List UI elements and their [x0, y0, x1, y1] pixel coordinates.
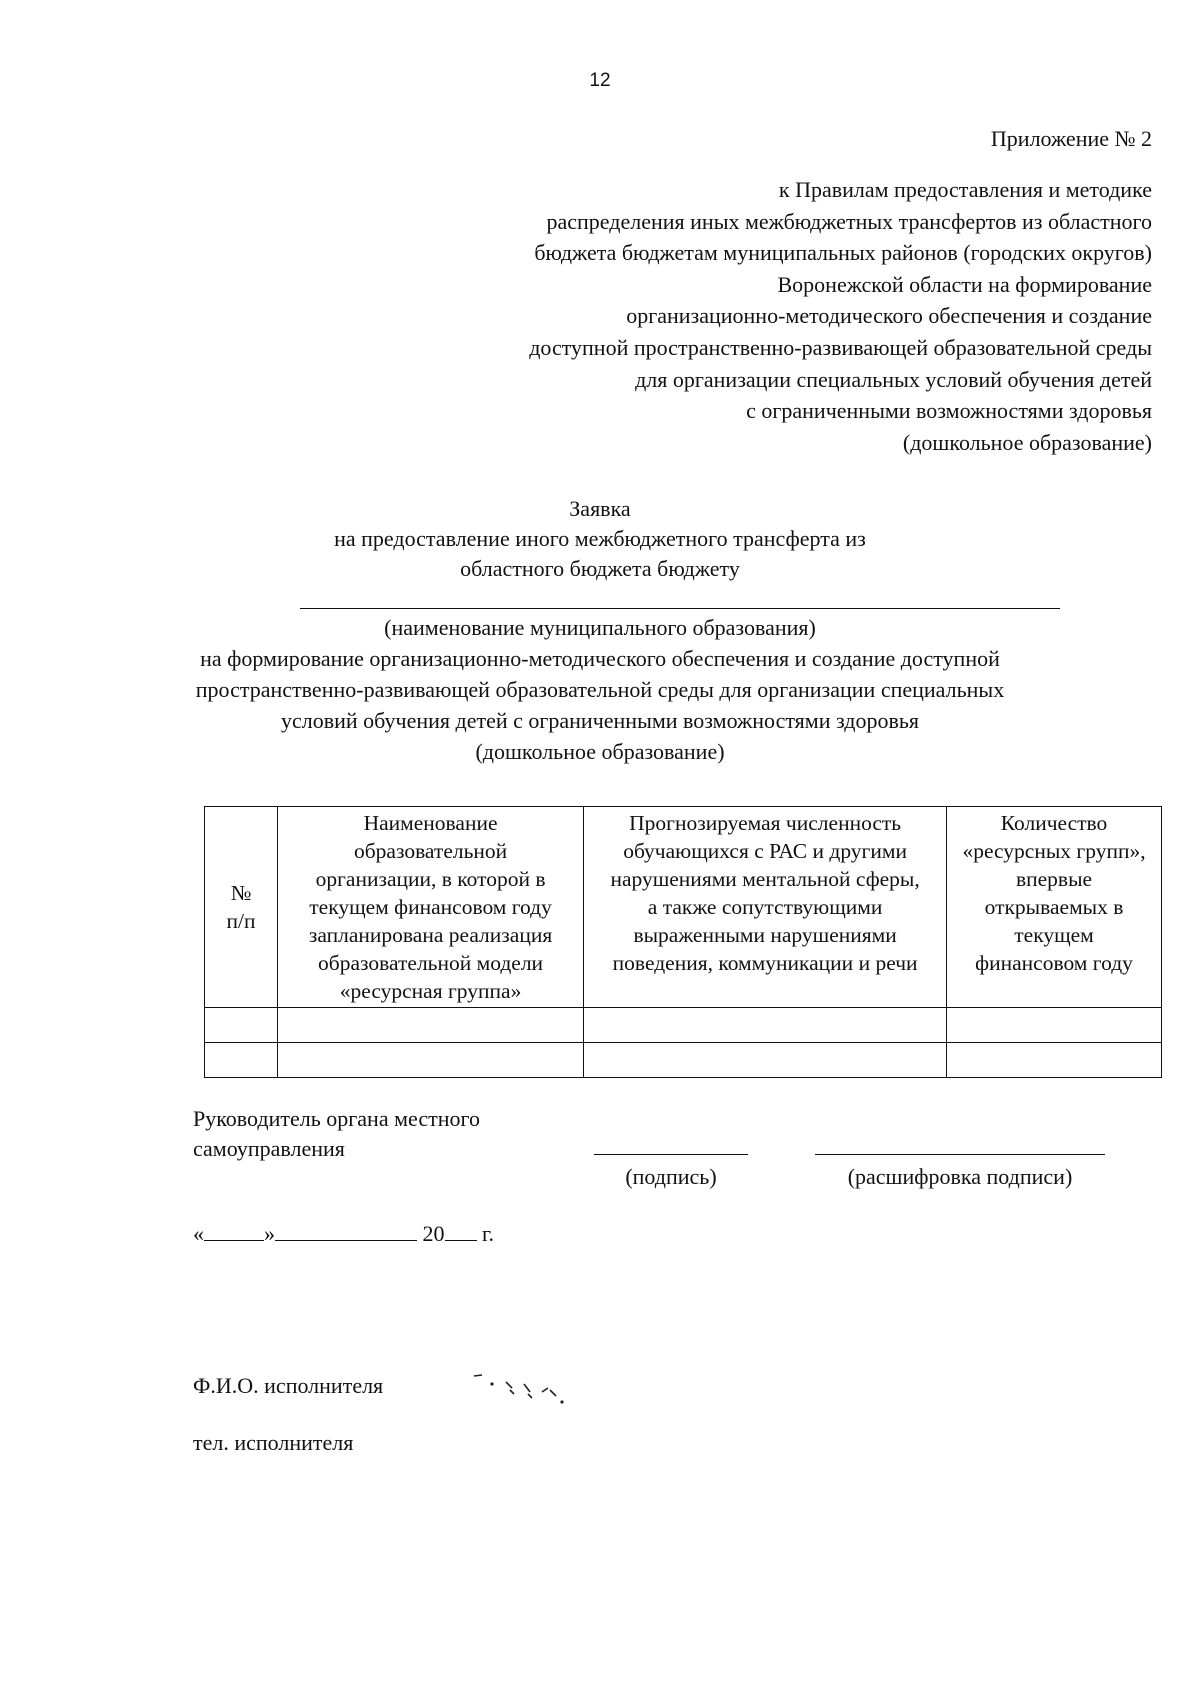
header-line: выраженными нарушениями: [633, 923, 897, 947]
signature-blank[interactable]: [594, 1154, 748, 1155]
head-label-line: самоуправления: [193, 1136, 345, 1161]
header-line: образовательной: [353, 839, 508, 863]
table-cell[interactable]: [205, 1008, 278, 1043]
table-row: [205, 1008, 1162, 1043]
executor-name-label: Ф.И.О. исполнителя: [193, 1373, 384, 1398]
table-cell[interactable]: [277, 1008, 583, 1043]
signature-decoding-blank[interactable]: [815, 1154, 1105, 1155]
purpose-line: пространственно-развивающей образовательной среды для организации специальных: [195, 677, 1005, 702]
header-line: нарушениями ментальной сферы,: [610, 867, 920, 891]
header-line: а также сопутствующими: [647, 895, 883, 919]
month-blank[interactable]: [275, 1220, 417, 1241]
request-heading: [0, 494, 1200, 584]
purpose-line: на формирование организационно-методического обеспечения и создание доступной: [200, 646, 1000, 671]
header-line: Прогнозируемая численность: [629, 811, 902, 835]
appendix-note-line: Воронежской области на формирование: [777, 271, 1152, 297]
header-line: №: [230, 881, 252, 905]
header-line: поведения, коммуникации и речи: [612, 951, 918, 975]
request-subtitle-line: на предоставление иного межбюджетного трансферта из: [334, 526, 866, 551]
table-row: [205, 1043, 1162, 1078]
header-line: финансовом году: [975, 951, 1133, 975]
header-line: Количество: [1000, 811, 1108, 835]
appendix-note-line: с ограниченными возможностями здоровья: [746, 398, 1152, 424]
header-line: обучающихся с РАС и другими: [623, 839, 907, 863]
header-line: п/п: [226, 909, 256, 933]
year-prefix: 20: [422, 1221, 445, 1246]
request-table: [204, 806, 1162, 1078]
header-line: «ресурсная группа»: [339, 979, 522, 1003]
appendix-note-line: организационно-методического обеспечения и создание: [626, 303, 1152, 329]
handwritten-signature-icon: [466, 1370, 576, 1410]
header-line: Наименование: [363, 811, 498, 835]
column-header-student-count: [584, 807, 947, 1008]
request-body: [0, 612, 1200, 767]
table-header-row: [205, 807, 1162, 1008]
date-line: [193, 1220, 494, 1247]
year-blank[interactable]: [445, 1220, 477, 1241]
header-line: запланирована реализация: [308, 923, 553, 947]
column-header-organization: [277, 807, 583, 1008]
page-number: 12: [589, 70, 611, 91]
appendix-note-line: к Правилам предоставления и методике: [778, 177, 1152, 202]
table-cell[interactable]: [947, 1008, 1162, 1043]
request-subtitle-line: областного бюджета бюджету: [460, 556, 740, 581]
date-open-quote: «: [193, 1221, 204, 1246]
appendix-note-line: бюджета бюджетам муниципальных районов (городских округов): [534, 240, 1152, 266]
year-suffix: г.: [482, 1221, 495, 1246]
head-label-line: Руководитель органа местного: [193, 1106, 480, 1131]
head-of-authority-label: [193, 1104, 480, 1164]
header-line: впервые: [1015, 867, 1093, 891]
table-cell[interactable]: [205, 1043, 278, 1078]
executor-phone-label: тел. исполнителя: [193, 1430, 354, 1455]
day-blank[interactable]: [204, 1220, 264, 1241]
header-line: текущем: [1014, 923, 1094, 947]
municipality-name-caption: (наименование муниципального образования): [384, 615, 816, 640]
header-line: текущем финансовом году: [309, 895, 552, 919]
appendix-note-line: для организации специальных условий обучения детей: [635, 366, 1152, 392]
purpose-line: условий обучения детей с ограниченными возможностями здоровья: [280, 708, 920, 733]
table-cell[interactable]: [277, 1043, 583, 1078]
header-line: «ресурсных групп»,: [962, 839, 1146, 863]
header-line: организации, в которой в: [315, 867, 546, 891]
header-line: образовательной модели: [318, 951, 544, 975]
appendix-title: Приложение № 2: [990, 126, 1152, 151]
municipality-name-blank[interactable]: [300, 608, 1060, 609]
header-line: открываемых в: [984, 895, 1124, 919]
date-close-quote: »: [264, 1221, 275, 1246]
appendix-note-line: (дошкольное образование): [902, 429, 1152, 455]
request-title: Заявка: [569, 496, 631, 521]
appendix-note-line: распределения иных межбюджетных трансфертов из областного: [546, 208, 1152, 234]
appendix-note-line: доступной пространственно-развивающей образовательной среды: [529, 334, 1152, 360]
appendix-note: [352, 174, 1152, 458]
purpose-line: (дошкольное образование): [475, 739, 725, 764]
signature-decoding-caption: (расшифровка подписи): [847, 1164, 1073, 1189]
column-header-number: [205, 807, 278, 1008]
table-cell[interactable]: [584, 1043, 947, 1078]
table-cell[interactable]: [947, 1043, 1162, 1078]
signature-caption: (подпись): [625, 1164, 717, 1189]
column-header-group-count: [947, 807, 1162, 1008]
table-cell[interactable]: [584, 1008, 947, 1043]
